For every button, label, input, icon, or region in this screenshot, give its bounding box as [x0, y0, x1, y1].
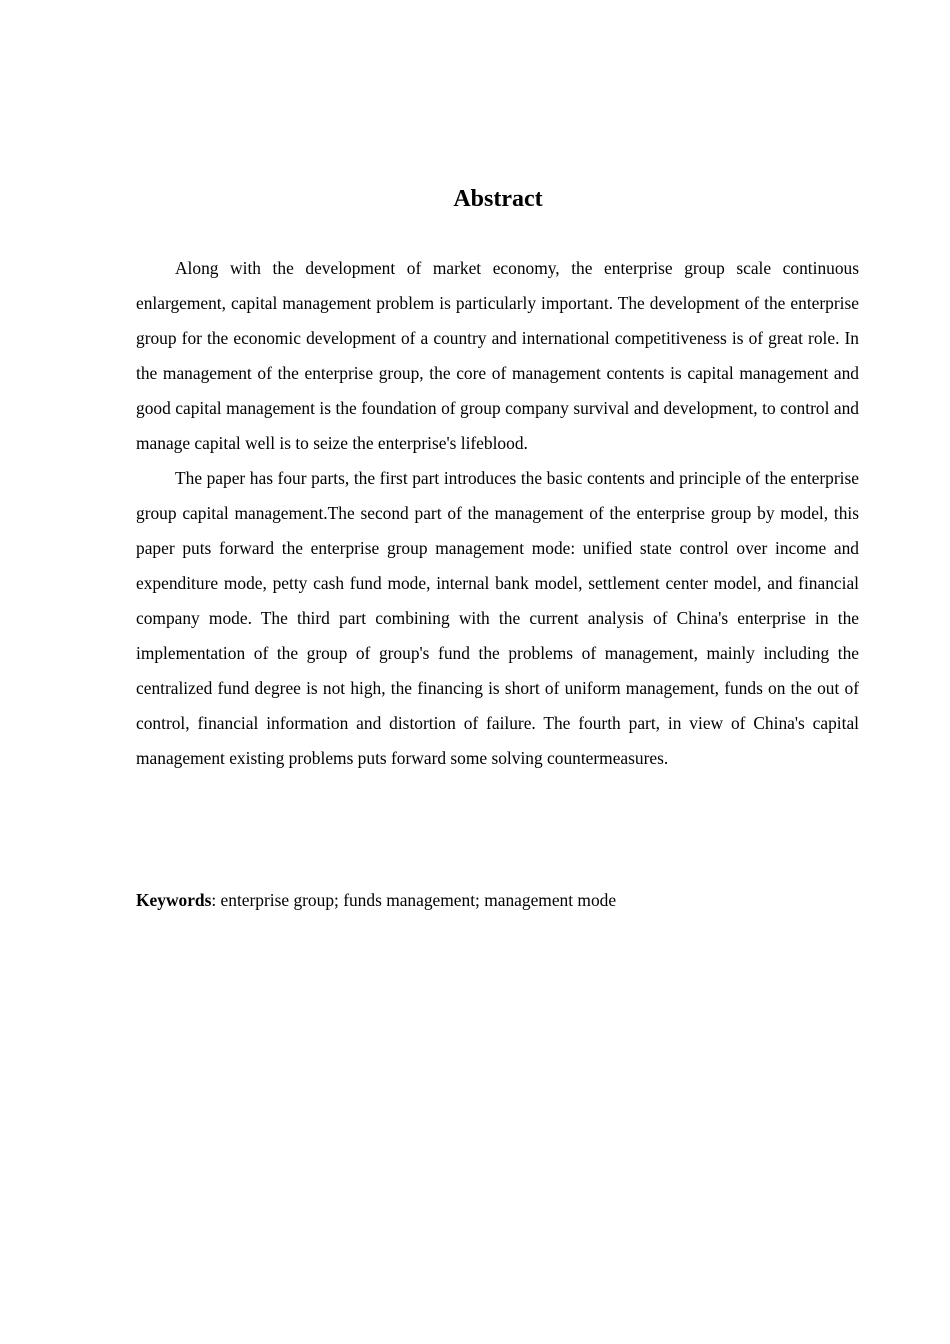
- keywords-label: Keywords: [136, 890, 212, 910]
- abstract-title: Abstract: [453, 186, 543, 212]
- abstract-body: [136, 251, 859, 776]
- keywords-text: : enterprise group; funds management; management mode: [211, 890, 617, 910]
- abstract-paragraph-1: Along with the development of market economy, the enterprise group scale continuous enlargement, capital management problem is particularly important. The development of the enterprise group for the economic development of a country and international competitiveness is of great role. In the management of the enterprise group, the core of management contents is capital management and good capital management is the foundation of group company survival and development, to control and manage capital well is to seize the enterprise's lifeblood.: [136, 258, 859, 453]
- abstract-paragraph-2: The paper has four parts, the first part introduces the basic contents and principle of the enterprise group capital management.The second part of the management of the enterprise group by model, this paper puts forward the enterprise group management mode: unified state control over income and expenditure mode, petty cash fund mode, internal bank model, settlement center model, and financial company mode. The third part combining with the current analysis of China's enterprise in the implementation of the group of group's fund the problems of management, mainly including the centralized fund degree is not high, the financing is short of uniform management, funds on the out of control, financial information and distortion of failure. The fourth part, in view of China's capital management existing problems puts forward some solving countermeasures.: [136, 468, 859, 768]
- keywords-line: [136, 883, 859, 918]
